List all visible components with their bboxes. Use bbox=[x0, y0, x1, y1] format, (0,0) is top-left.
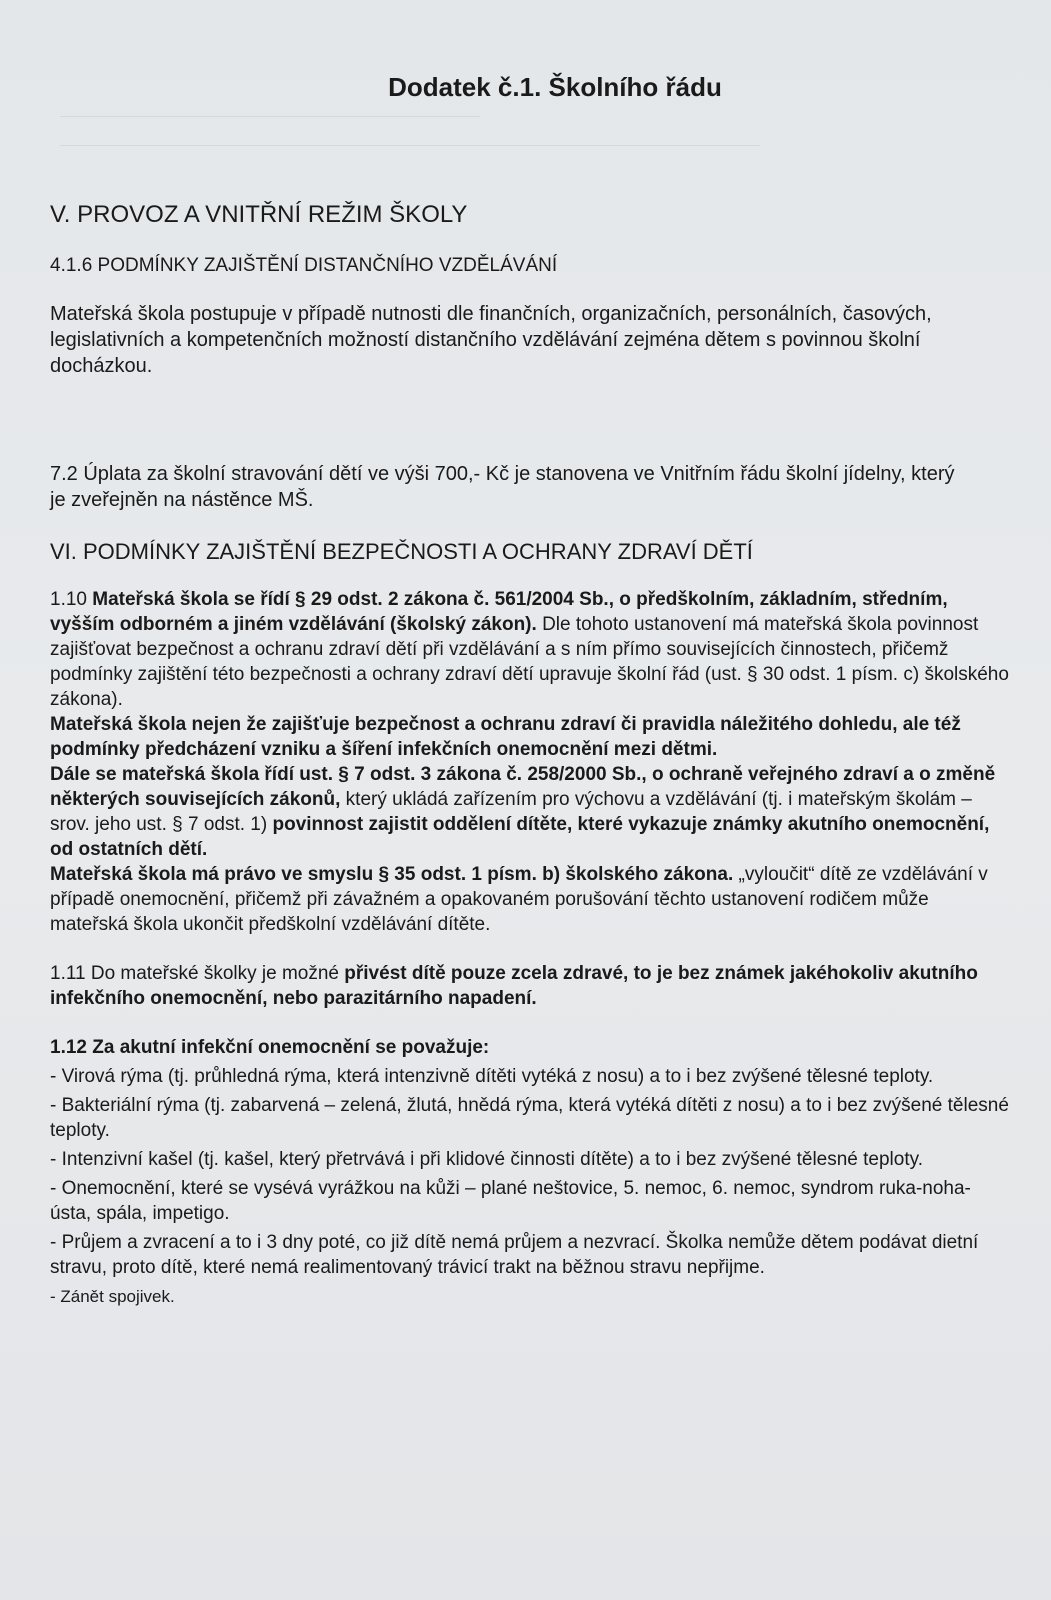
paragraph-110-text-3: který ukládá zařízením pro výchovu a vzdělávání (tj. i mateřským školám – srov. jeho ust. § 7 odst. 1) bbox=[50, 789, 972, 835]
paragraph-112-heading bbox=[50, 1035, 1010, 1060]
document-body bbox=[50, 72, 1010, 1309]
subsection-416-heading: 4.1.6 PODMÍNKY ZAJIŠTĚNÍ DISTANČNÍHO VZDĚLÁVÁNÍ bbox=[50, 255, 558, 276]
document-title: Dodatek č.1. Školního řádu bbox=[388, 72, 722, 102]
paragraph-110-text-1: Dle tohoto ustanovení má mateřská škola povinnost zajišťovat bezpečnost a ochranu zdraví dětí při vzdělávání a s ním přímo souvisejících činnostech, přičemž podmínky zajištění této bezpečnosti a ochrany zdraví dětí upravuje školní řád (ust. § 30 odst. 1 písm. c) školského zákona). bbox=[50, 614, 1009, 710]
paragraph-110-bold-4: povinnost zajistit oddělení dítěte, které vykazuje známky akutního onemocnění, od ostatních dětí. bbox=[50, 814, 990, 860]
paragraph-110-text-5: „vyloučit“ dítě ze vzdělávání v případě onemocnění, přičemž při závažném a opakovaném porušování těchto ustanovení rodičem může mateřská škola ukončit předškolní vzdělávání dítěte. bbox=[50, 864, 988, 935]
paragraph-416: Mateřská škola postupuje v případě nutnosti dle finančních, organizačních, personálních, časových, legislativních a kompetenčních možností distančního vzdělávání zejména dětem s povinnou školní docházkou. bbox=[50, 303, 932, 377]
paragraph-72: 7.2 Úplata za školní stravování dětí ve výši 700,- Kč je stanovena ve Vnitřním řádu školní jídelny, který je zveřejněn na nástěnce MŠ. bbox=[50, 463, 955, 511]
list-item: - Bakteriální rýma (tj. zabarvená – zelená, žlutá, hnědá rýma, která vytéká dítěti z nosu) a to i bez zvýšené tělesné teploty. bbox=[50, 1095, 1009, 1141]
list-item: - Onemocnění, které se vysévá vyrážkou na kůži – plané neštovice, 5. nemoc, 6. nemoc, syndrom ruka-noha-ústa, spála, impetigo. bbox=[50, 1178, 971, 1224]
paragraph-110-bold-2: Mateřská škola nejen že zajišťuje bezpečnost a ochranu zdraví či pravidla náležitého dohledu, ale též podmínky předcházení vzniku a šíření infekčních onemocnění mezi dětmi. bbox=[50, 714, 961, 760]
list-item: - Virová rýma (tj. průhledná rýma, která intenzivně dítěti vytéká z nosu) a to i bez zvýšené tělesné teploty. bbox=[50, 1066, 934, 1087]
paragraph-112-heading-text: 1.12 Za akutní infekční onemocnění se považuje: bbox=[50, 1037, 490, 1058]
section-v-heading: V. PROVOZ A VNITŘNÍ REŽIM ŠKOLY bbox=[50, 201, 468, 228]
paragraph-111 bbox=[50, 961, 1010, 1011]
list-item: - Průjem a zvracení a to i 3 dny poté, co již dítě nemá průjem a nezvrací. Školka nemůže dětem podávat dietní stravu, proto dítě, které nemá realimentovaný trávicí trakt na běžnou stravu nepřijme. bbox=[50, 1232, 979, 1278]
list-item: - Intenzivní kašel (tj. kašel, který přetrvává i při klidové činnosti dítěte) a to i bez zvýšené tělesné teploty. bbox=[50, 1149, 923, 1170]
paragraph-112-list bbox=[50, 1064, 1010, 1309]
paragraph-110 bbox=[50, 587, 1010, 937]
paragraph-110-bold-3: Dále se mateřská škola řídí ust. § 7 odst. 3 zákona č. 258/2000 Sb., o ochraně veřejného zdraví a o změně některých souvisejících zákonů, bbox=[50, 764, 996, 810]
section-vi-heading: VI. PODMÍNKY ZAJIŠTĚNÍ BEZPEČNOSTI A OCHRANY ZDRAVÍ DĚTÍ bbox=[50, 539, 753, 564]
paragraph-110-bold-1: Mateřská škola se řídí § 29 odst. 2 zákona č. 561/2004 Sb., o předškolním, základním, středním, vyšším odborném a jiném vzdělávání (školský zákon). bbox=[50, 589, 948, 635]
paragraph-110-number: 1.10 bbox=[50, 589, 93, 610]
list-item: - Zánět spojivek. bbox=[50, 1287, 175, 1306]
paragraph-110-bold-5: Mateřská škola má právo ve smyslu § 35 odst. 1 písm. b) školského zákona. bbox=[50, 864, 734, 885]
paragraph-111-bold: přivést dítě pouze zcela zdravé, to je bez známek jakéhokoliv akutního infekčního onemocnění, nebo parazitárního napadení. bbox=[50, 963, 978, 1009]
paragraph-111-text: 1.11 Do mateřské školky je možné bbox=[50, 963, 345, 984]
